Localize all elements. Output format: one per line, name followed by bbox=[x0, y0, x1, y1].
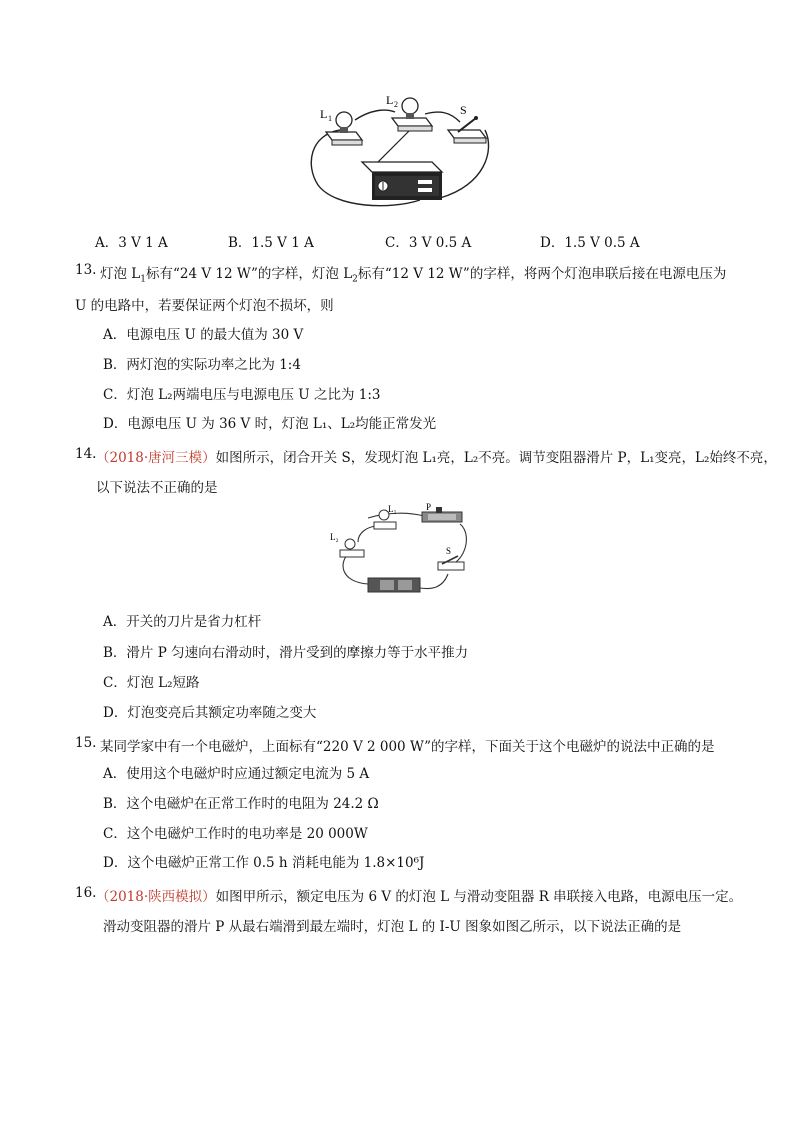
q14-option-c: C．灯泡 L₂短路 bbox=[103, 675, 200, 691]
q13-stem-line1 bbox=[100, 262, 726, 285]
q15-option-a: A．使用这个电磁炉时应通过额定电流为 5 A bbox=[103, 766, 370, 782]
label-l2: L bbox=[386, 93, 394, 107]
q15-option-c: C．这个电磁炉工作时的电功率是 20 000W bbox=[103, 826, 368, 842]
label-l2-sub: 2 bbox=[394, 100, 398, 109]
circuit-figure-q14 bbox=[328, 502, 474, 598]
q12-option-d: D．1.5 V 0.5 A bbox=[540, 235, 640, 251]
q13-option-a: A．电源电压 U 的最大值为 30 V bbox=[103, 327, 304, 343]
q16-stem-line1 bbox=[96, 885, 742, 905]
q13-stem-sub1: 1 bbox=[140, 274, 146, 285]
q14-stem-line2: 以下说法不正确的是 bbox=[96, 480, 218, 496]
q14-stem-line1 bbox=[96, 446, 777, 466]
label-s: S bbox=[460, 103, 467, 117]
circuit-figure-q12 bbox=[300, 90, 500, 212]
q14-option-a: A．开关的刀片是省力杠杆 bbox=[103, 614, 262, 630]
q13-option-d: D．电源电压 U 为 36 V 时，灯泡 L₁、L₂均能正常发光 bbox=[103, 416, 437, 432]
q13-stem-sub2: 2 bbox=[352, 274, 358, 285]
q13-option-b: B．两灯泡的实际功率之比为 1:4 bbox=[103, 357, 301, 373]
q14-label-l2: L₂ bbox=[330, 532, 339, 542]
q15-stem: 某同学家中有一个电磁炉，上面标有“220 V 2 000 W”的字样，下面关于这个电磁炉的说法中正确的是 bbox=[100, 739, 715, 755]
q16-stem-text: 如图甲所示，额定电压为 6 V 的灯泡 L 与滑动变阻器 R 串联接入电路，电源电压一定。 bbox=[215, 889, 743, 905]
q14-stem-text: 如图所示，闭合开关 S，发现灯泡 L₁亮，L₂不亮。调节变阻器滑片 P，L₁变亮，L₂始终不亮， bbox=[215, 450, 777, 466]
q12-option-c: C．3 V 0.5 A bbox=[385, 235, 472, 251]
q14-label-s: S bbox=[446, 546, 452, 556]
q13-stem-a: 灯泡 L bbox=[100, 266, 141, 282]
q15-option-b: B．这个电磁炉在正常工作时的电阻为 24.2 Ω bbox=[103, 796, 379, 812]
q16-source: （2018·陕西模拟） bbox=[96, 889, 216, 905]
q14-source: （2018·唐河三模） bbox=[96, 450, 216, 466]
q13-number: 13. bbox=[75, 262, 97, 278]
q14-option-b: B．滑片 P 匀速向右滑动时，滑片受到的摩擦力等于水平推力 bbox=[103, 645, 469, 661]
label-l1: L bbox=[320, 107, 328, 121]
q13-stem-line2: U 的电路中，若要保证两个灯泡不损坏，则 bbox=[75, 298, 334, 314]
q13-stem-c: 标有“12 V 12 W”的字样，将两个灯泡串联后接在电源电压为 bbox=[357, 266, 727, 282]
q13-option-c: C．灯泡 L₂两端电压与电源电压 U 之比为 1:3 bbox=[103, 387, 381, 403]
q15-option-d: D．这个电磁炉正常工作 0.5 h 消耗电能为 1.8×10⁶J bbox=[103, 855, 425, 871]
q14-label-l1: L₁ bbox=[388, 504, 397, 514]
q14-number: 14. bbox=[75, 446, 97, 462]
q15-number: 15. bbox=[75, 735, 97, 751]
label-l1-sub: 1 bbox=[328, 114, 332, 123]
q14-option-d: D．灯泡变亮后其额定功率随之变大 bbox=[103, 705, 317, 721]
q14-label-p: P bbox=[426, 502, 432, 512]
q16-stem-line2: 滑动变阻器的滑片 P 从最右端滑到最左端时，灯泡 L 的 I-U 图象如图乙所示，以下说法正确的是 bbox=[103, 919, 682, 935]
q12-option-b: B．1.5 V 1 A bbox=[228, 235, 314, 251]
q16-number: 16. bbox=[75, 885, 97, 901]
q13-stem-b: 标有“24 V 12 W”的字样，灯泡 L bbox=[146, 266, 353, 282]
q12-option-a: A．3 V 1 A bbox=[95, 235, 168, 251]
